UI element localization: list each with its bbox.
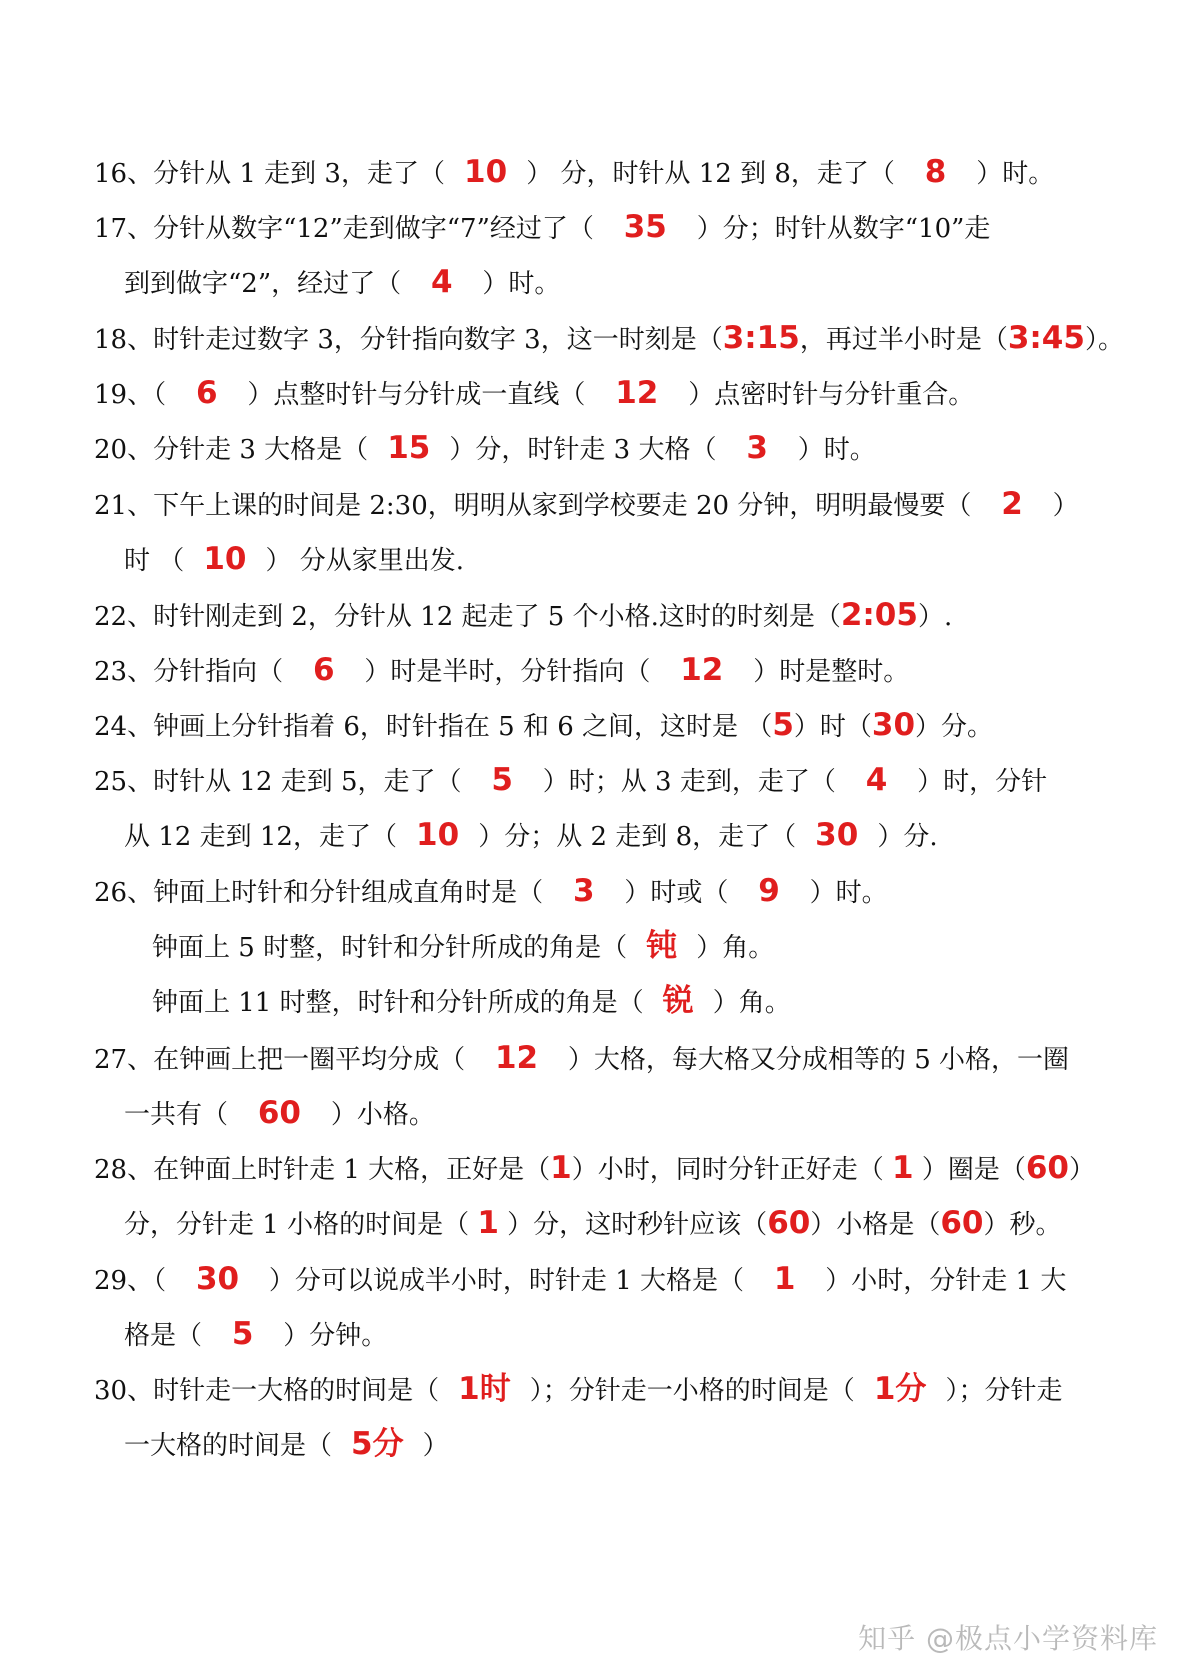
answer-text: 9 bbox=[736, 873, 802, 909]
answer-text: 3 bbox=[551, 873, 617, 909]
question-text: 21、下午上课的时间是 2:30，明明从家到学校要走 20 分钟，明明最慢要（ bbox=[94, 491, 980, 521]
answer-text: 3:15 bbox=[722, 320, 800, 356]
question-line bbox=[94, 1259, 1114, 1299]
question-text: 一大格的时间是（ bbox=[124, 1431, 341, 1461]
question-text: ）时。 bbox=[789, 435, 876, 465]
question-text: ）分；时针从数字“10”走 bbox=[688, 214, 991, 244]
question-text: ）分钟。 bbox=[275, 1321, 388, 1351]
question-text: ） bbox=[1044, 491, 1079, 521]
answer-text: 6 bbox=[174, 375, 240, 411]
answer-text: 1分 bbox=[863, 1371, 938, 1407]
answer-text: 5 bbox=[469, 762, 535, 798]
answer-text: 1 bbox=[550, 1150, 572, 1186]
question-text: 格是（ bbox=[124, 1321, 211, 1351]
question-text: ）。 bbox=[1084, 325, 1124, 355]
question-line bbox=[94, 373, 1114, 413]
question-text: ）时是整时。 bbox=[744, 657, 910, 687]
question-text: ）分，这时秒针应该（ bbox=[498, 1210, 768, 1240]
watermark: 知乎 @极点小学资料库 bbox=[858, 1622, 1158, 1655]
question-text: 23、分针指向（ bbox=[94, 657, 292, 687]
question-text: 29、（ bbox=[94, 1266, 175, 1296]
question-text: ）分。 bbox=[915, 712, 994, 742]
question-text: ）分. bbox=[869, 822, 938, 852]
question-line bbox=[94, 207, 1114, 247]
question-line bbox=[124, 1093, 1114, 1133]
question-line bbox=[124, 262, 1114, 302]
question-text: ）；分针走 bbox=[937, 1376, 1063, 1406]
answer-text: 35 bbox=[602, 209, 689, 245]
answer-text: 60 bbox=[236, 1095, 323, 1131]
answer-text: 2 bbox=[979, 486, 1045, 522]
question-line bbox=[152, 926, 1114, 966]
answer-text: 12 bbox=[658, 652, 745, 688]
answer-text: 60 bbox=[1025, 1150, 1069, 1186]
question-line bbox=[124, 1203, 1114, 1243]
question-line bbox=[94, 318, 1124, 358]
question-text: ）时，分针 bbox=[908, 767, 1048, 797]
question-text: 25、时针从 12 走到 5，走了（ bbox=[94, 767, 470, 797]
question-text: ）时。 bbox=[801, 878, 888, 908]
answer-text: 1 bbox=[892, 1150, 914, 1186]
question-text: 20、分针走 3 大格是（ bbox=[94, 435, 377, 465]
question-text: ）时或（ bbox=[616, 878, 737, 908]
question-text: ） 分，时针从 12 到 8，走了（ bbox=[517, 159, 904, 189]
answer-text: 8 bbox=[903, 154, 968, 190]
question-text: 24、钟画上分针指着 6，时针指在 5 和 6 之间，这时是 （ bbox=[94, 712, 773, 742]
question-text: ）分，时针走 3 大格（ bbox=[441, 435, 725, 465]
answer-text: 3:45 bbox=[1007, 320, 1085, 356]
answer-text: 10 bbox=[405, 817, 470, 853]
answer-text: 15 bbox=[376, 430, 442, 466]
question-text: ）大格，每大格又分成相等的 5 小格，一圈 bbox=[559, 1045, 1070, 1075]
question-text: ） bbox=[1068, 1155, 1095, 1185]
question-text: ，再过半小时是（ bbox=[799, 325, 1008, 355]
question-line bbox=[94, 871, 1114, 911]
question-text: ）角。 bbox=[704, 988, 791, 1018]
question-line bbox=[94, 1369, 1114, 1409]
question-text: 27、在钟画上把一圈平均分成（ bbox=[94, 1045, 474, 1075]
answer-text: 2:05 bbox=[840, 597, 918, 633]
answer-text: 5分 bbox=[340, 1426, 415, 1462]
answer-text: 12 bbox=[593, 375, 680, 411]
question-line bbox=[124, 1314, 1114, 1354]
question-line bbox=[124, 539, 1114, 579]
question-text: 16、分针从 1 走到 3，走了（ bbox=[94, 159, 454, 189]
question-text: 18、时针走过数字 3，分针指向数字 3，这一时刻是（ bbox=[94, 325, 723, 355]
question-text: ）. bbox=[917, 602, 953, 632]
question-text: 17、分针从数字“12”走到做字“7”经过了（ bbox=[94, 214, 603, 244]
question-text: 一共有（ bbox=[124, 1100, 237, 1130]
question-line bbox=[94, 650, 1114, 690]
question-text: ）点整时针与分针成一直线（ bbox=[239, 380, 594, 410]
question-text: ）小格。 bbox=[322, 1100, 435, 1130]
answer-text: 1 bbox=[752, 1261, 818, 1297]
question-line bbox=[94, 1038, 1114, 1078]
question-line bbox=[94, 1148, 1114, 1188]
question-text: 分，分针走 1 小格的时间是（ bbox=[124, 1210, 478, 1240]
question-text: ）分；从 2 走到 8，走了（ bbox=[469, 822, 805, 852]
answer-text: 4 bbox=[409, 264, 475, 300]
answer-text: 4 bbox=[844, 762, 909, 798]
question-line bbox=[94, 760, 1114, 800]
question-text: ）时（ bbox=[793, 712, 872, 742]
answer-text: 3 bbox=[724, 430, 790, 466]
answer-text: 12 bbox=[473, 1040, 560, 1076]
answer-text: 10 bbox=[453, 154, 518, 190]
question-text: ）时是半时，分针指向（ bbox=[356, 657, 659, 687]
answer-text: 钝 bbox=[635, 928, 688, 964]
question-text: ） bbox=[414, 1431, 449, 1461]
answer-text: 10 bbox=[192, 541, 258, 577]
question-line bbox=[124, 815, 1114, 855]
question-text: ）圈是（ bbox=[913, 1155, 1026, 1185]
question-line bbox=[94, 152, 1114, 192]
answer-text: 60 bbox=[767, 1205, 811, 1241]
question-text: 钟面上 5 时整，时针和分针所成的角是（ bbox=[152, 933, 636, 963]
question-text: 26、钟面上时针和分针组成直角时是（ bbox=[94, 878, 552, 908]
answer-text: 锐 bbox=[651, 983, 705, 1019]
question-text: ）；分针走一小格的时间是（ bbox=[521, 1376, 864, 1406]
answer-text: 30 bbox=[871, 707, 916, 743]
question-line bbox=[152, 981, 1114, 1021]
question-text: ）点密时针与分针重合。 bbox=[679, 380, 975, 410]
answer-text: 5 bbox=[772, 707, 794, 743]
question-text: 30、时针走一大格的时间是（ bbox=[94, 1376, 448, 1406]
question-text: ）时。 bbox=[474, 269, 561, 299]
question-text: 时 （ bbox=[124, 546, 193, 576]
question-text: ）时。 bbox=[967, 159, 1055, 189]
question-line bbox=[94, 484, 1114, 524]
question-text: ）秒。 bbox=[983, 1210, 1062, 1240]
question-text: ）小时，分针走 1 大 bbox=[817, 1266, 1067, 1296]
answer-text: 5 bbox=[210, 1316, 276, 1352]
question-line bbox=[124, 1424, 1114, 1464]
question-text: 从 12 走到 12，走了（ bbox=[124, 822, 406, 852]
answer-text: 60 bbox=[940, 1205, 984, 1241]
question-line bbox=[94, 705, 1114, 745]
question-text: ）角。 bbox=[687, 933, 775, 963]
answer-text: 1 bbox=[477, 1205, 499, 1241]
question-text: 19、（ bbox=[94, 380, 175, 410]
question-line bbox=[94, 428, 1114, 468]
question-text: ）小格是（ bbox=[810, 1210, 941, 1240]
answer-text: 1时 bbox=[447, 1371, 522, 1407]
question-line bbox=[94, 595, 1114, 635]
question-text: 28、在钟面上时针走 1 大格，正好是（ bbox=[94, 1155, 551, 1185]
question-text: ） 分从家里出发. bbox=[257, 546, 465, 576]
question-text: 钟面上 11 时整，时针和分针所成的角是（ bbox=[152, 988, 652, 1018]
question-text: ）分可以说成半小时，时针走 1 大格是（ bbox=[260, 1266, 753, 1296]
question-text: 到到做字“2”，经过了（ bbox=[124, 269, 410, 299]
answer-text: 30 bbox=[804, 817, 870, 853]
answer-text: 6 bbox=[291, 652, 357, 688]
answer-text: 30 bbox=[174, 1261, 261, 1297]
question-text: ）时；从 3 走到，走了（ bbox=[534, 767, 845, 797]
question-text: 22、时针刚走到 2，分针从 12 起走了 5 个小格.这时的时刻是（ bbox=[94, 602, 841, 632]
question-text: ）小时，同时分针正好走（ bbox=[571, 1155, 892, 1185]
